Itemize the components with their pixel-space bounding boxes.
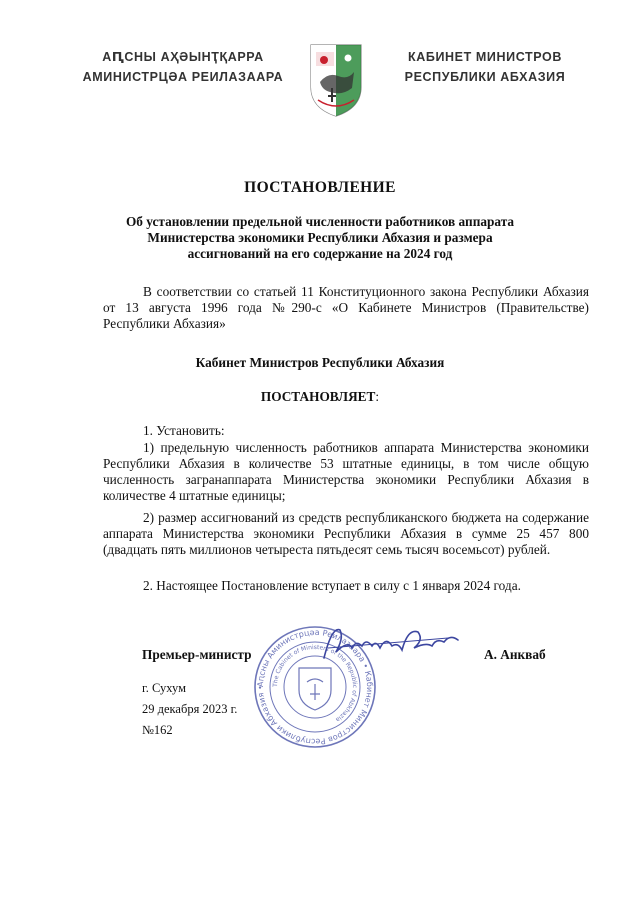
signatory-name: А. Анкваб (484, 647, 546, 662)
clause-2: 2. Настоящее Постановление вступает в силу с 1 января 2024 года. (143, 578, 521, 593)
header-right-line2: РЕСПУБЛИКИ АБХАЗИЯ (404, 70, 566, 84)
signatory-position: Премьер-министр (142, 647, 252, 662)
header-left-line2: АМИНИСТРЦӘА РЕИЛАЗААРА (82, 70, 284, 84)
document-number: №162 (142, 723, 173, 737)
clause-1: 1. Установить: (143, 423, 225, 438)
document-title: ПОСТАНОВЛЕНИЕ (244, 179, 396, 196)
resolves-line (0, 389, 640, 405)
header-right-line1: КАБИНЕТ МИНИСТРОВ (408, 50, 562, 64)
resolves-word: ПОСТАНОВЛЯЕТ (260, 389, 376, 404)
header-left-line1: АԤСНЫ АҲӘЫНҬҚАРРА (102, 50, 264, 64)
authority: Кабинет Министров Республики Абхазия (195, 355, 445, 370)
handwritten-signature (318, 618, 468, 668)
clause-1-1: 1) предельную численность работников аппарата Министерства экономики Республики Абхазия в количестве 53 штатные единицы, в том числе общую численность загранаппарата Министерства экономики Республики Абхазия в количестве 4 штатные единицы; (103, 440, 589, 503)
seal-inner-text: The Cabinet of Ministers of the Republic of Abkhazia (271, 643, 359, 724)
preamble: В соответствии со статьей 11 Конституционного закона Республики Абхазия от 13 августа 1996 года №290-с «О Кабинете Министров (Правительстве) Республики Абхазия» (103, 284, 589, 331)
document-subject: Об установлении предельной численности работников аппарата Министерства экономики Республики Абхазия и размера ассигнований на его содержание на 2024 год (125, 214, 515, 261)
header-right (380, 47, 590, 87)
coat-of-arms-emblem (308, 42, 364, 118)
seal-outer-text: Аԥсны Аминистрцәа Реилазаара • Кабинет Министров Республики Абхазия • (255, 627, 375, 747)
resolves-colon: : (375, 389, 380, 404)
header-left (78, 47, 288, 87)
place: г. Сухум (142, 681, 187, 695)
clause-1-2: 2) размер ассигнований из средств республиканского бюджета на содержание аппарата Министерства экономики Республики Абхазия в сумме 25 457 800 (двадцать пять миллионов четыреста пятьдесят семь тысяч восемьсот) рублей. (103, 510, 589, 557)
date: 29 декабря 2023 г. (142, 702, 238, 716)
